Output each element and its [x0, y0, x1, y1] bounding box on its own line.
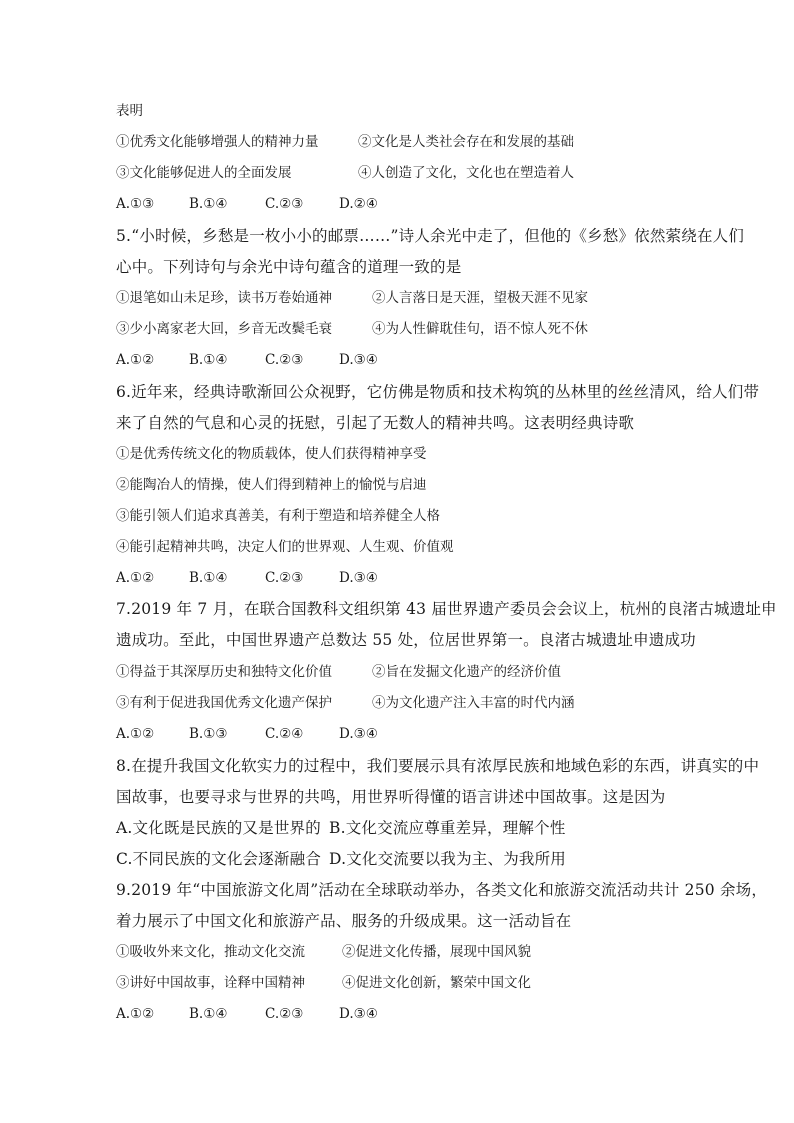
stem-tail: 表明 — [116, 103, 143, 119]
q4-choice-b: B.①④ — [189, 196, 228, 212]
q4-option-2: ②文化是人类社会存在和发展的基础 — [358, 134, 574, 150]
q5-option-3: ③少小离家老大回，乡音无改鬓毛衰 — [116, 321, 332, 337]
q6-option-3: ③能引领人们追求真善美，有利于塑造和培养健全人格 — [116, 508, 440, 524]
q7-choice-c: C.②④ — [265, 726, 304, 742]
q7-stem-line-1: 7.2019 年 7 月，在联合国教科文组织第 43 届世界遗产委员会会议上，杭州的良渚古城遗址申 — [116, 600, 777, 618]
q6-stem-line-2: 来了自然的气息和心灵的抚慰，引起了无数人的精神共鸣。这表明经典诗歌 — [116, 414, 635, 432]
q4-option-4: ④人创造了文化，文化也在塑造着人 — [358, 165, 574, 181]
q9-option-3: ③讲好中国故事，诠释中国精神 — [116, 975, 305, 991]
q7-choice-b: B.①③ — [189, 726, 228, 742]
q9-option-4: ④促进文化创新，繁荣中国文化 — [342, 975, 531, 991]
q7-choice-a: A.①② — [116, 726, 155, 742]
q9-choice-d: D.③④ — [339, 1006, 378, 1022]
q5-choice-d: D.③④ — [339, 352, 378, 368]
q9-choice-c: C.②③ — [265, 1006, 304, 1022]
q7-choice-d: D.③④ — [339, 726, 378, 742]
q9-option-1: ①吸收外来文化，推动文化交流 — [116, 944, 305, 960]
q6-choice-d: D.③④ — [339, 570, 378, 586]
q6-option-2: ②能陶冶人的情操，使人们得到精神上的愉悦与启迪 — [116, 477, 427, 493]
q6-choice-b: B.①④ — [189, 570, 228, 586]
q6-option-1: ①是优秀传统文化的物质载体，使人们获得精神享受 — [116, 446, 427, 462]
q8-choice-a: A.文化既是民族的又是世界的 — [116, 819, 321, 837]
q8-stem-line-1: 8.在提升我国文化软实力的过程中，我们要展示具有浓厚民族和地域色彩的东西，讲真实的中 — [116, 757, 760, 775]
q5-option-1: ①退笔如山未足珍，读书万卷始通神 — [116, 290, 332, 306]
q7-option-4: ④为文化遗产注入丰富的时代内涵 — [372, 695, 575, 711]
q9-stem-line-2: 着力展示了中国文化和旅游产品、服务的升级成果。这一活动旨在 — [116, 912, 572, 930]
q8-choice-c: C.不同民族的文化会逐渐融合 — [116, 850, 322, 868]
q7-option-3: ③有利于促进我国优秀文化遗产保护 — [116, 695, 332, 711]
q5-stem-line-1: 5.“小时候，乡愁是一枚小小的邮票……”诗人余光中走了，但他的《乡愁》依然萦绕在人们 — [116, 227, 745, 245]
q9-choice-a: A.①② — [116, 1006, 155, 1022]
q8-stem-line-2: 国故事，也要寻求与世界的共鸣，用世界听得懂的语言讲述中国故事。这是因为 — [116, 788, 666, 806]
q5-option-4: ④为人性僻耽佳句，语不惊人死不休 — [372, 321, 588, 337]
q6-stem-line-1: 6.近年来，经典诗歌渐回公众视野，它仿佛是物质和技术构筑的丛林里的丝丝清风，给人们带 — [116, 383, 760, 401]
q9-option-2: ②促进文化传播，展现中国风貌 — [342, 944, 531, 960]
q6-choice-c: C.②③ — [265, 570, 304, 586]
q8-choice-d: D.文化交流要以我为主、为我所用 — [329, 850, 567, 868]
q4-choice-c: C.②③ — [265, 196, 304, 212]
q4-option-1: ①优秀文化能够增强人的精神力量 — [116, 134, 319, 150]
q5-choice-c: C.②③ — [265, 352, 304, 368]
q7-option-1: ①得益于其深厚历史和独特文化价值 — [116, 664, 332, 680]
q5-stem-line-2: 心中。下列诗句与余光中诗句蕴含的道理一致的是 — [116, 258, 462, 276]
q5-choice-a: A.①② — [116, 352, 155, 368]
q4-option-3: ③文化能够促进人的全面发展 — [116, 165, 292, 181]
q5-choice-b: B.①④ — [189, 352, 228, 368]
q9-choice-b: B.①④ — [189, 1006, 228, 1022]
q6-option-4: ④能引起精神共鸣，决定人们的世界观、人生观、价值观 — [116, 539, 454, 555]
q4-choice-a: A.①③ — [116, 196, 155, 212]
q4-choice-d: D.②④ — [339, 196, 378, 212]
q9-stem-line-1: 9.2019 年“中国旅游文化周”活动在全球联动举办，各类文化和旅游交流活动共计 250 余场， — [116, 881, 768, 899]
q7-option-2: ②旨在发掘文化遗产的经济价值 — [372, 664, 561, 680]
q5-option-2: ②人言落日是天涯，望极天涯不见家 — [372, 290, 588, 306]
q8-choice-b: B.文化交流应尊重差异，理解个性 — [329, 819, 566, 837]
q6-choice-a: A.①② — [116, 570, 155, 586]
q7-stem-line-2: 遗成功。至此，中国世界遗产总数达 55 处，位居世界第一。良渚古城遗址申遗成功 — [116, 631, 696, 649]
